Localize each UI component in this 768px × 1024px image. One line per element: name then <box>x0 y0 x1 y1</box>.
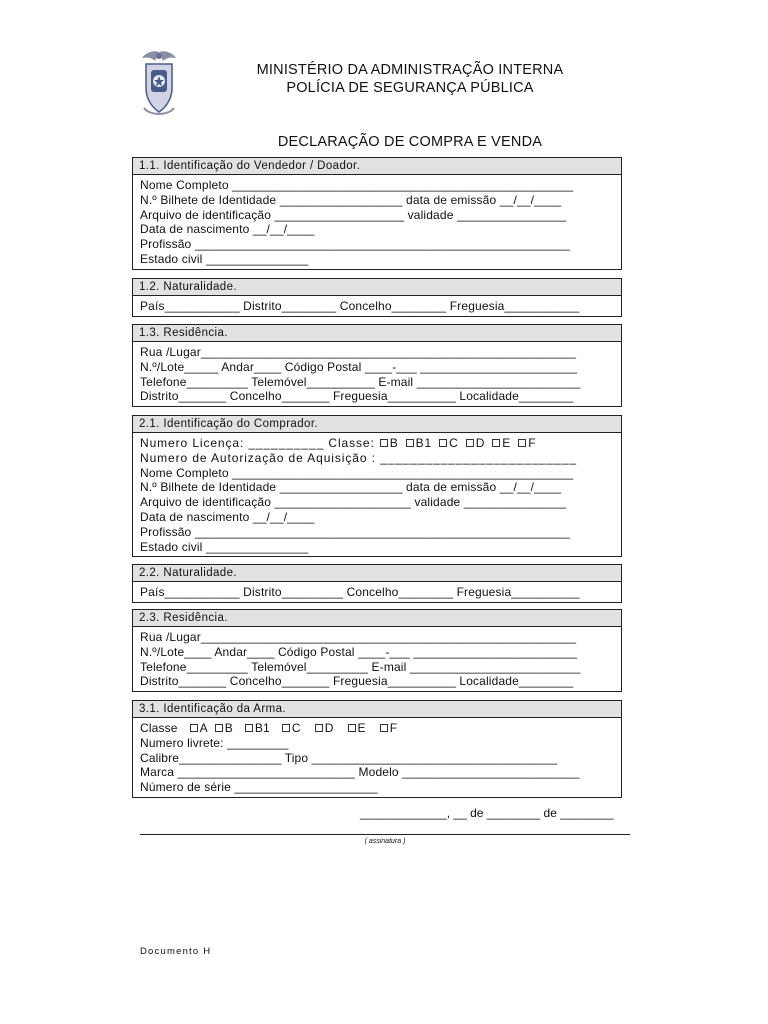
field-full-name[interactable]: Nome Completo __________________________________________________ <box>140 178 574 192</box>
signature-label: ( assinatura ) <box>364 838 406 845</box>
field-birth-date[interactable]: Data de nascimento __/__/____ <box>140 509 315 524</box>
section-seller-birthplace <box>132 278 622 317</box>
checkbox-class-d[interactable] <box>466 439 474 447</box>
checkbox-class-b[interactable] <box>380 439 388 447</box>
field-logbook-number[interactable]: Numero livrete: _________ <box>140 735 289 750</box>
field-address-details[interactable]: N.º/Lote_____ Andar____ Código Postal ____-___ _______________________ <box>140 359 578 374</box>
checkbox-class-e[interactable] <box>492 439 500 447</box>
section-buyer-identification <box>132 415 622 557</box>
psp-coat-of-arms-icon <box>140 48 178 120</box>
field-district[interactable]: Distrito_______ Concelho_______ Freguesia__________ Localidade________ <box>140 674 574 689</box>
field-birth-date[interactable]: Data de nascimento __/__/____ <box>140 222 315 237</box>
checkbox-class-f[interactable] <box>380 724 388 732</box>
field-contacts[interactable]: Telefone_________ Telemóvel_________ E-mail _________________________ <box>140 659 581 674</box>
field-full-name[interactable]: Nome Completo __________________________________________________ <box>140 465 574 480</box>
field-acquisition-authorization[interactable]: Numero de Autorização de Aquisição : __________________________ <box>140 450 578 465</box>
field-birthplace[interactable]: País___________ Distrito________ Concelho________ Freguesia___________ <box>140 299 580 313</box>
section-title: 2.2. Naturalidade. <box>133 565 621 582</box>
field-profession[interactable]: Profissão _______________________________________________________ <box>140 237 571 252</box>
field-district[interactable]: Distrito_______ Concelho_______ Freguesia__________ Localidade________ <box>140 389 574 404</box>
checkbox-class-e[interactable] <box>348 724 356 732</box>
field-calibre-type[interactable]: Calibre_______________ Tipo ____________________________________ <box>140 750 558 765</box>
police-title: POLÍCIA DE SEGURANÇA PÚBLICA <box>286 80 534 96</box>
section-title: 1.3. Residência. <box>133 325 621 342</box>
checkbox-class-b1[interactable] <box>245 724 253 732</box>
field-id-card[interactable]: N.º Bilhete de Identidade __________________ data de emissão __/__/____ <box>140 480 562 495</box>
field-licence: Numero Licença: __________ Classe: B B1 C D E F <box>140 436 537 450</box>
section-weapon-identification <box>132 700 622 798</box>
document-footer: Documento H <box>140 946 212 957</box>
ministry-title: MINISTÉRIO DA ADMINISTRAÇÃO INTERNA <box>256 62 564 78</box>
field-id-card[interactable]: N.º Bilhete de Identidade __________________ data de emissão __/__/____ <box>140 192 562 207</box>
field-contacts[interactable]: Telefone_________ Telemóvel__________ E-mail ________________________ <box>140 374 581 389</box>
section-title: 2.1. Identificação do Comprador. <box>133 416 621 433</box>
checkbox-class-f[interactable] <box>518 439 526 447</box>
field-brand-model[interactable]: Marca __________________________ Modelo __________________________ <box>140 765 580 780</box>
checkbox-class-b[interactable] <box>215 724 223 732</box>
checkbox-class-a[interactable] <box>190 724 198 732</box>
licence-label: Numero Licença: __________ Classe: <box>140 436 375 450</box>
document-title: DECLARAÇÃO DE COMPRA E VENDA <box>277 134 543 150</box>
field-id-archive[interactable]: Arquivo de identificação ____________________ validade _______________ <box>140 495 567 510</box>
checkbox-class-b1[interactable] <box>406 439 414 447</box>
field-address-details[interactable]: N.º/Lote____ Andar____ Código Postal ____-___ ________________________ <box>140 644 578 659</box>
field-weapon-class: Classe A B B1 C D E F <box>140 721 398 735</box>
signature-line[interactable] <box>140 834 630 835</box>
checkbox-class-c[interactable] <box>282 724 290 732</box>
date-place-line[interactable]: _____________, __ de ________ de ________ <box>360 806 614 820</box>
section-seller-residence <box>132 324 622 407</box>
field-marital-status[interactable]: Estado civil _______________ <box>140 251 309 266</box>
section-buyer-residence <box>132 609 622 692</box>
section-buyer-birthplace <box>132 564 622 603</box>
classe-label: Classe <box>140 721 178 735</box>
checkbox-class-c[interactable] <box>439 439 447 447</box>
section-title: 1.1. Identificação do Vendedor / Doador. <box>133 158 621 175</box>
section-title: 3.1. Identificação da Arma. <box>133 701 621 718</box>
field-id-archive[interactable]: Arquivo de identificação ___________________ validade ________________ <box>140 207 567 222</box>
section-title: 2.3. Residência. <box>133 610 621 627</box>
section-title: 1.2. Naturalidade. <box>133 279 621 296</box>
field-serial-number[interactable]: Número de série _____________________ <box>140 780 378 795</box>
section-seller-identification <box>132 157 622 270</box>
field-profession[interactable]: Profissão _______________________________________________________ <box>140 524 571 539</box>
field-street[interactable]: Rua /Lugar_______________________________________________________ <box>140 345 577 359</box>
field-marital-status[interactable]: Estado civil _______________ <box>140 539 309 554</box>
field-street[interactable]: Rua /Lugar_______________________________________________________ <box>140 630 577 644</box>
field-birthplace[interactable]: País___________ Distrito_________ Concelho________ Freguesia__________ <box>140 585 580 599</box>
checkbox-class-d[interactable] <box>315 724 323 732</box>
